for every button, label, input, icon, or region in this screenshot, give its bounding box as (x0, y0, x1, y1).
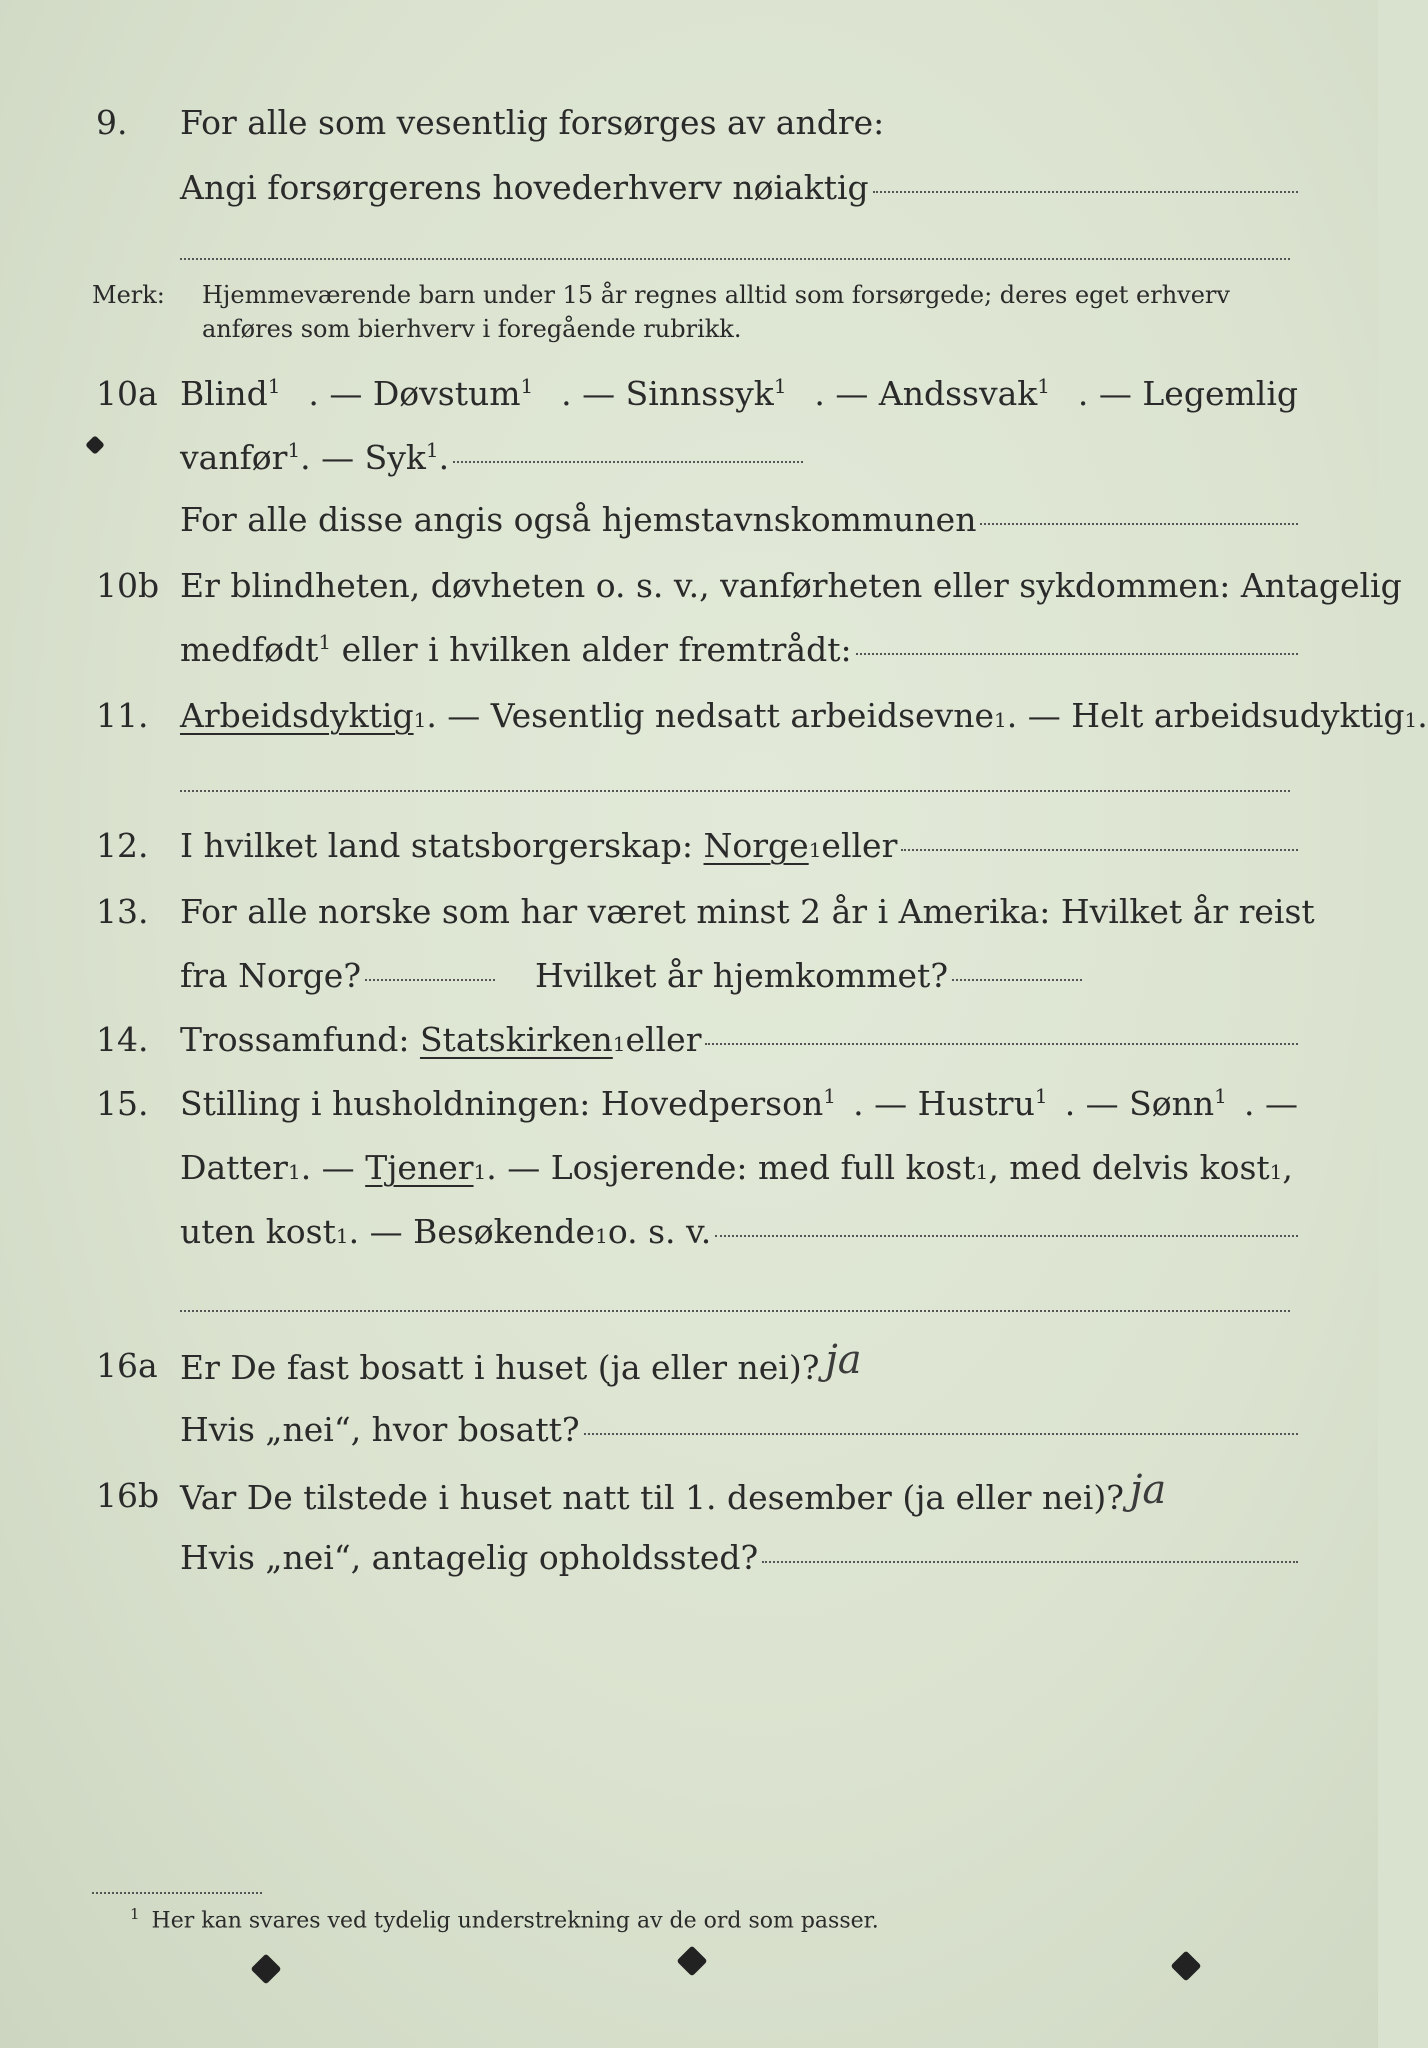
merk-note (92, 278, 1298, 350)
q16a-number: 16a (96, 1346, 158, 1385)
q9-answer-field[interactable] (873, 191, 1298, 193)
q10a-andssvak: . — Andssvak$^1$ (814, 374, 1051, 413)
q14-statskirken-underlined[interactable]: Statskirken (419, 1020, 613, 1059)
q16b-opholdssted-field[interactable] (762, 1561, 1298, 1563)
q13-hjemkommet-field[interactable] (952, 979, 1082, 981)
merk-line2: anføres som bierhverv i foregående rubrikk. (202, 315, 742, 343)
q10b-medfodt: medfødt$^1$ eller i hvilken alder fremtrådt: (180, 630, 852, 669)
q11-answer-line[interactable] (180, 790, 1290, 792)
census-form-page: 9. For alle som vesentlig forsørges av andre: Angi forsørgerens hovederhverv nøiaktig Merk: Hjemmeværende barn under 15 år regnes alltid som forsørgede; deres eget erhverv anføres som bierhverv i foregående rubrikk. 10a Blind$^1$ . — Døvstum$^1$ . — Sinnssyk$^1$ . — Andssvak$^1$ . — Legemlig vanfør$^1$ . — Syk$^1$. For alle disse angis også hjemstavnskommunen 10b Er blindheten, døvheten o. s. v., vanførheten eller sykdommen: Antagelig medfødt$^1$ eller i hvilken alder fremtrådt: 11. Arbeidsdyktig 1 . — Vesentlig nedsatt arbeidsevne 1 . — Helt arbeidsudyktig 1 . 12. I hvilket land statsborgerskap: Norge 1 eller 13. For alle norske som har været minst 2 år i Amerika: Hvilket år reist fra Norge? Hvilket år hjemkommet? 14. Trossamfund: Statskirken 1 eller 15. Stilling i husholdningen: Hovedperson$^1$ . — Hustru$^1$ . — Sønn$^1$ . — Datter 1 . — Tjener 1 . — Losjerende: med full kost 1 , med delvis kost 1 , uten kost 1 . — Besøkende 1 o. s. v. 16a Er De fast bosatt i huset (ja eller nei)? ja Hvis „nei“, hvor bosatt? 16b Var De tilstede i huset natt til 1. desember (ja eller nei)? ja Hvis „nei“, antagelig opholdssted? $^1$ Her kan svares ved tydelig understrekning av de ord som passer. (0, 0, 1378, 2048)
q9-text: For alle som vesentlig forsørges av andre: (180, 103, 885, 142)
merk-line1: Hjemmeværende barn under 15 år regnes alltid som forsørgede; deres eget erhverv (202, 281, 1230, 309)
q10a-hjemstavn-field[interactable] (980, 523, 1298, 525)
q13-reist-field[interactable] (365, 979, 495, 981)
ink-mark (85, 435, 105, 455)
q16b-number: 16b (96, 1476, 160, 1515)
q10b-number: 10b (96, 566, 160, 605)
footnote-text: Her kan svares ved tydelig understrekning av de ord som passer. (151, 1908, 879, 1934)
q9-extra-answer-line[interactable] (180, 258, 1290, 260)
q12-answer-field[interactable] (901, 849, 1298, 851)
q16b-handwritten-answer[interactable]: ja (1129, 1467, 1167, 1513)
registration-mark-left (250, 1953, 281, 1984)
q10b-answer-field[interactable] (856, 653, 1298, 655)
q11-number: 11. (96, 696, 149, 735)
q11-arbeidsdyktig-underlined[interactable]: Arbeidsdyktig (180, 696, 414, 735)
q10a-sinnssyk: . — Sinnssyk$^1$ (561, 374, 787, 413)
merk-label: Merk: (92, 281, 165, 309)
q16a-handwritten-answer[interactable]: ja (825, 1337, 862, 1383)
q9-number: 9. (96, 103, 128, 142)
q10a-answer-field[interactable] (453, 461, 803, 463)
registration-mark-right (1170, 1950, 1201, 1981)
q10a-legemlig: . — Legemlig (1077, 374, 1298, 413)
q13-number: 13. (96, 892, 149, 931)
q10a-vanfor: vanfør$^1$ (180, 438, 301, 477)
footnote-number: 1 (130, 1905, 140, 1923)
q15-answer-field[interactable] (715, 1235, 1298, 1237)
q16a-bosatt-field[interactable] (584, 1433, 1298, 1435)
q10a-dovstum: . — Døvstum$^1$ (308, 374, 534, 413)
q10b-text: Er blindheten, døvheten o. s. v., vanførheten eller sykdommen: Antagelig (180, 566, 1402, 605)
q13-text: For alle norske som har været minst 2 år i Amerika: Hvilket år reist (180, 892, 1315, 931)
q10a-hjemstavn-label: For alle disse angis også hjemstavnskommunen (180, 500, 977, 539)
q15-number: 15. (96, 1084, 149, 1123)
q15-extra-answer-line[interactable] (180, 1310, 1290, 1312)
q10a-blind: Blind$^1$ (180, 374, 281, 413)
q14-number: 14. (96, 1020, 149, 1059)
registration-mark-center (676, 1945, 707, 1976)
q15-tjener-underlined[interactable]: Tjener (365, 1148, 474, 1187)
q12-norge-underlined[interactable]: Norge (703, 826, 809, 865)
q10a-number: 10a (96, 374, 158, 413)
footnote (130, 1905, 879, 1933)
q12-number: 12. (96, 826, 149, 865)
q9-provider-label: Angi forsørgerens hovederhverv nøiaktig (180, 168, 869, 207)
footnote-rule (92, 1892, 262, 1894)
q10a-syk: . — Syk$^1$. (300, 438, 450, 477)
q14-answer-field[interactable] (705, 1043, 1298, 1045)
